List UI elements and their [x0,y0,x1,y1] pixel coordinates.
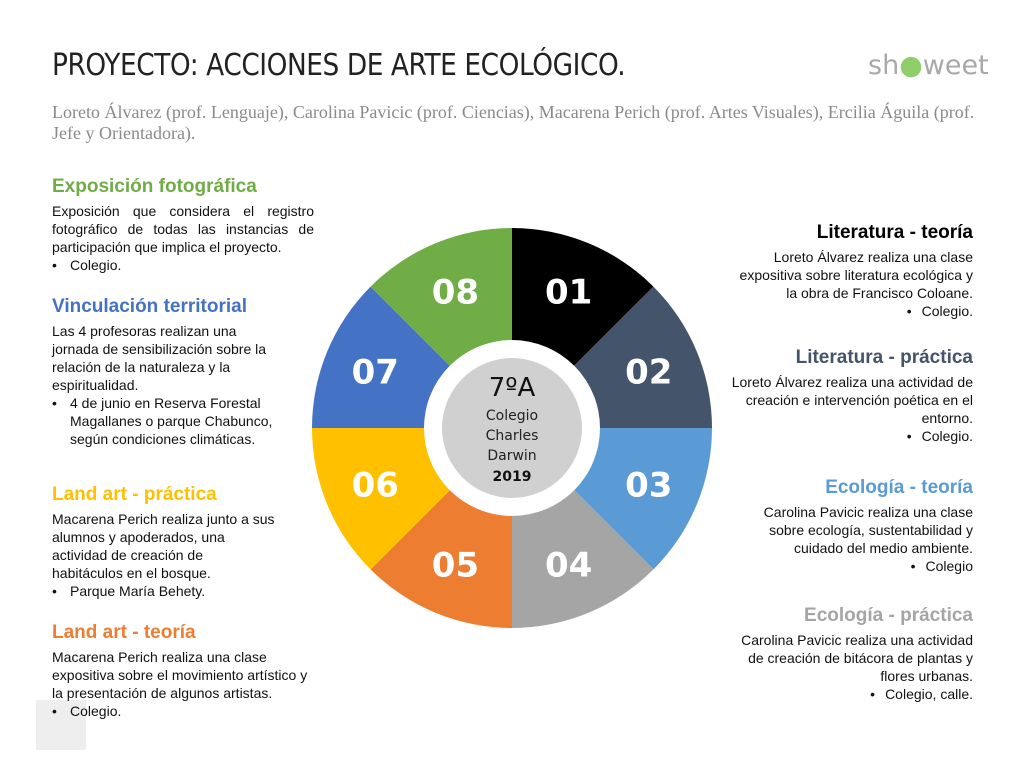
segment-number: 03 [625,465,673,506]
block-text: Exposición que considera el registro fotográfico de todas las instancias de participación que implica el proyecto. [52,203,314,255]
block-landart-teoria [52,624,314,720]
block-title: Literatura - práctica [795,347,973,368]
block-text: Carolina Pavicic realiza una actividad de creación de bitácora de plantas y flores urbanas. [741,632,973,684]
block-text: Macarena Perich realiza una clase expositiva sobre el movimiento artístico y la presentación de algunos artistas. [52,649,308,701]
block-landart-practica [52,486,277,600]
block-text: Macarena Perich realiza junto a sus alumnos y apoderados, una actividad de creación de habitáculos en el bosque. [52,511,275,581]
block-bullet: • Parque María Behety. [70,582,277,600]
block-bullet: • Colegio. [730,302,973,320]
block-title: Vinculación territorial [52,296,247,317]
block-title: Literatura - teoría [816,222,973,243]
center-grade: 7ºA [488,373,536,403]
slide-title: PROYECTO: ACCIONES DE ARTE ECOLÓGICO. [52,48,626,83]
block-ecologia-teoria [730,479,973,575]
block-title: Land art - teoría [52,622,196,643]
block-exposicion [52,178,314,274]
block-title: Land art - práctica [52,484,217,505]
block-literatura-practica [730,349,973,445]
block-bullet: • 4 de junio en Reserva Forestal Magallanes o parque Chabunco, según condiciones climáticas. [70,394,277,448]
block-vinculacion [52,298,277,448]
segment-number: 07 [351,352,399,393]
block-bullet: • Colegio. [70,256,314,274]
block-bullet: • Colegio. [70,702,314,720]
block-text: Loreto Álvarez realiza una clase expositiva sobre literatura ecológica y la obra de Francisco Coloane. [739,249,973,301]
block-ecologia-practica [725,607,973,703]
process-wheel [312,228,712,628]
block-text: Las 4 profesoras realizan una jornada de sensibilización sobre la relación de la naturaleza y la espiritualidad. [52,323,267,393]
center-line1: Colegio [485,408,539,424]
segment-number: 04 [544,545,593,586]
segment-number: 05 [431,545,480,586]
block-bullet: • Colegio, calle. [725,685,973,703]
block-title: Ecología - práctica [804,605,973,626]
center-line2: Charles [485,428,539,444]
block-title: Ecología - teoría [825,477,973,498]
block-text: Loreto Álvarez realiza una actividad de creación e intervención poética en el entorno. [731,374,973,426]
authors-text: Loreto Álvarez (prof. Lenguaje), Carolina Pavicic (prof. Ciencias), Macarena Perich (prof. Artes Visuales), Ercilia Águila (prof. Jefe y Orientadora). [52,102,975,143]
segment-number: 01 [544,272,593,313]
block-bullet: • Colegio [730,557,973,575]
block-literatura-teoria [730,224,973,320]
segment-number: 02 [625,352,673,393]
center-line3: Darwin [487,448,537,464]
block-title: Exposición fotográfica [52,176,257,197]
segment-number: 06 [351,465,399,506]
segment-number: 08 [431,272,480,313]
block-bullet: • Colegio. [730,427,973,445]
center-year: 2019 [492,469,532,485]
block-text: Carolina Pavicic realiza una clase sobre ecología, sustentabilidad y cuidado del medio ambiente. [763,504,973,556]
showeet-logo: sh●weet [868,50,989,81]
